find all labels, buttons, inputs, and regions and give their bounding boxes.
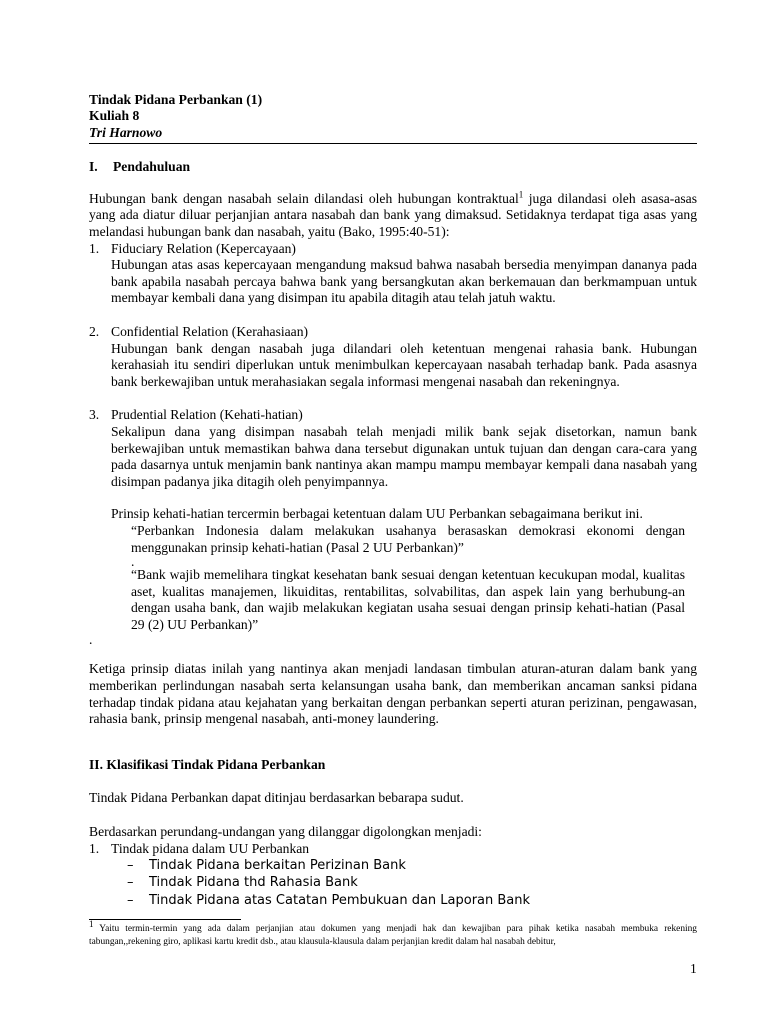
list-item-title: Fiduciary Relation (Kepercayaan) (111, 240, 296, 256)
intro-text-a: Hubungan bank dengan nasabah selain dilandasi oleh hubungan kontraktual (89, 190, 519, 206)
header-rule (89, 143, 697, 144)
dash-bullet: – (127, 892, 134, 908)
document-page (89, 92, 697, 909)
list-item-desc: Hubungan atas asas kepercayaan mengandung maksud bahwa nasabah bersedia menyimpan dananya pada bank apabila nasabah percaya bahwa bank yang bersangkutan akan berkemauan dan berkmampuan untuk membayar kembali dana yang disimpan itu apabila ditagih atau telah jatuh waktu. (111, 257, 697, 306)
intro-paragraph (89, 191, 697, 241)
sub-item-label: Tindak Pidana atas Catatan Pembukuan dan Laporan Bank (149, 892, 531, 908)
classification-title: Tindak pidana dalam UU Perbankan (111, 840, 310, 856)
list-number: 2. (89, 323, 100, 339)
intro-text-b: juga dilandasi oleh asasa-asas yang ada diatur diluar perjanjian antara nasabah dan bank yang dimaksud. Setidaknya terdapat tiga asas yang melandasi hubungan bank dan nasabah, yaitu (Bako, 1995:40-51): (89, 190, 697, 239)
quote-pasal-29: “Bank wajib memelihara tingkat kesehatan bank sesuai dengan ketentuan kecukupan modal, kualitas aset, kualitas manajemen, likuiditas, rentabilitas, solvabilitas, dan aspek lain yang berhubung-an dengan usaha bank, dan wajib melakukan kegiatan usaha sesuai dengan prinsip kehati-hatian (Pasal 29 (2) UU Perbankan)” (131, 567, 685, 632)
quote-2-dot: . (89, 632, 93, 648)
classification-item (89, 841, 697, 858)
dash-bullet: – (127, 858, 134, 874)
section-2-intro: Tindak Pidana Perbankan dapat ditinjau berdasarkan bebarapa sudut. (89, 790, 464, 806)
list-item-desc: Sekalipun dana yang disimpan nasabah telah menjadi milik bank sejak disetorkan, namun bank berkewajiban untuk memastikan bahwa dana tersebut digunakan untuk tujuan dan dengan cara-cara yang pada dasarnya untuk menjamin bank nantinya akan mampu mampu membayar kempali dana nasabah yang disimpan padanya jika ditagih oleh penyimpannya. (111, 423, 697, 489)
prinsip-paragraph: Prinsip kehati-hatian tercermin berbagai ketentuan dalam UU Perbankan sebagaimana berikut ini. (111, 506, 643, 522)
section-1-heading (89, 159, 697, 176)
list-item-desc: Hubungan bank dengan nasabah juga dilandari oleh ketentuan mengenai rahasia bank. Hubungan kerahasiah itu sendiri diperlukan untuk menimbulkan kepercayaan nasabah terhadap bank. Pada asasnya bank berkewajiban untuk merahasiakan segala informasi mengenai nasabah dan rekeningnya. (111, 340, 697, 389)
footnote-text: Yaitu termin-termin yang ada dalam perjanjian atau dokumen yang menjadi hak dan kewajiban para pihak ketika nasabah membuka rekening tabungan,,rekening giro, aplikasi kartu kredit dsb., atau klausula-klausula dalam perjanjian kredit dalam hal nasabah debitur, (89, 924, 697, 947)
list-item-title: Prudential Relation (Kehati-hatian) (111, 407, 303, 423)
section-2-heading: II. Klasifikasi Tindak Pidana Perbankan (89, 756, 326, 772)
dash-bullet: – (127, 875, 134, 891)
footnote-rule (89, 919, 241, 920)
footnote-marker: 1 (89, 918, 94, 929)
list-item-title: Confidential Relation (Kerahasiaan) (111, 323, 309, 339)
quote-1-dot: . (131, 554, 135, 570)
page-number: 1 (690, 961, 697, 976)
section-1-number: I. (89, 159, 98, 175)
closing-paragraph: Ketiga prinsip diatas inilah yang nantinya akan menjadi landasan timbulan aturan-aturan dalam bank yang memberikan perlindungan nasabah serta kelansungan usaha bank, dan memberikan ancaman sanksi pidana terhadap tindak pidana atau kejahatan yang berkaitan dengan perbankan seperti aturan perizinan, pengawasan, rahasia bank, prinsip mengenal nasabah, anti-money laundering. (89, 661, 697, 727)
sub-item-label: Tindak Pidana thd Rahasia Bank (149, 875, 358, 891)
quote-pasal-2: “Perbankan Indonesia dalam melakukan usahanya berasaskan demokrasi ekonomi dengan menggunakan prinsip kehati-hatian (Pasal 2 UU Perbankan)” (131, 522, 685, 555)
list-number: 3. (89, 407, 100, 423)
lecture-label: Kuliah 8 (89, 108, 140, 124)
footnote (89, 918, 697, 948)
sub-item (127, 892, 697, 909)
section-1-title: Pendahuluan (113, 159, 191, 175)
footnote-ref[interactable]: 1 (518, 189, 524, 200)
sub-item-label: Tindak Pidana berkaitan Perizinan Bank (149, 858, 406, 874)
list-number: 1. (89, 240, 100, 256)
list-number: 1. (89, 840, 100, 856)
principles-list (89, 241, 697, 491)
sub-item (127, 857, 697, 874)
document-title: Tindak Pidana Perbankan (1) (89, 92, 263, 107)
list-item (89, 241, 697, 307)
sub-item (127, 874, 697, 891)
list-item (89, 324, 697, 390)
author-name: Tri Harnowo (89, 124, 163, 140)
section-2-basis: Berdasarkan perundang-undangan yang dilanggar digolongkan menjadi: (89, 824, 482, 840)
list-item (89, 407, 697, 490)
